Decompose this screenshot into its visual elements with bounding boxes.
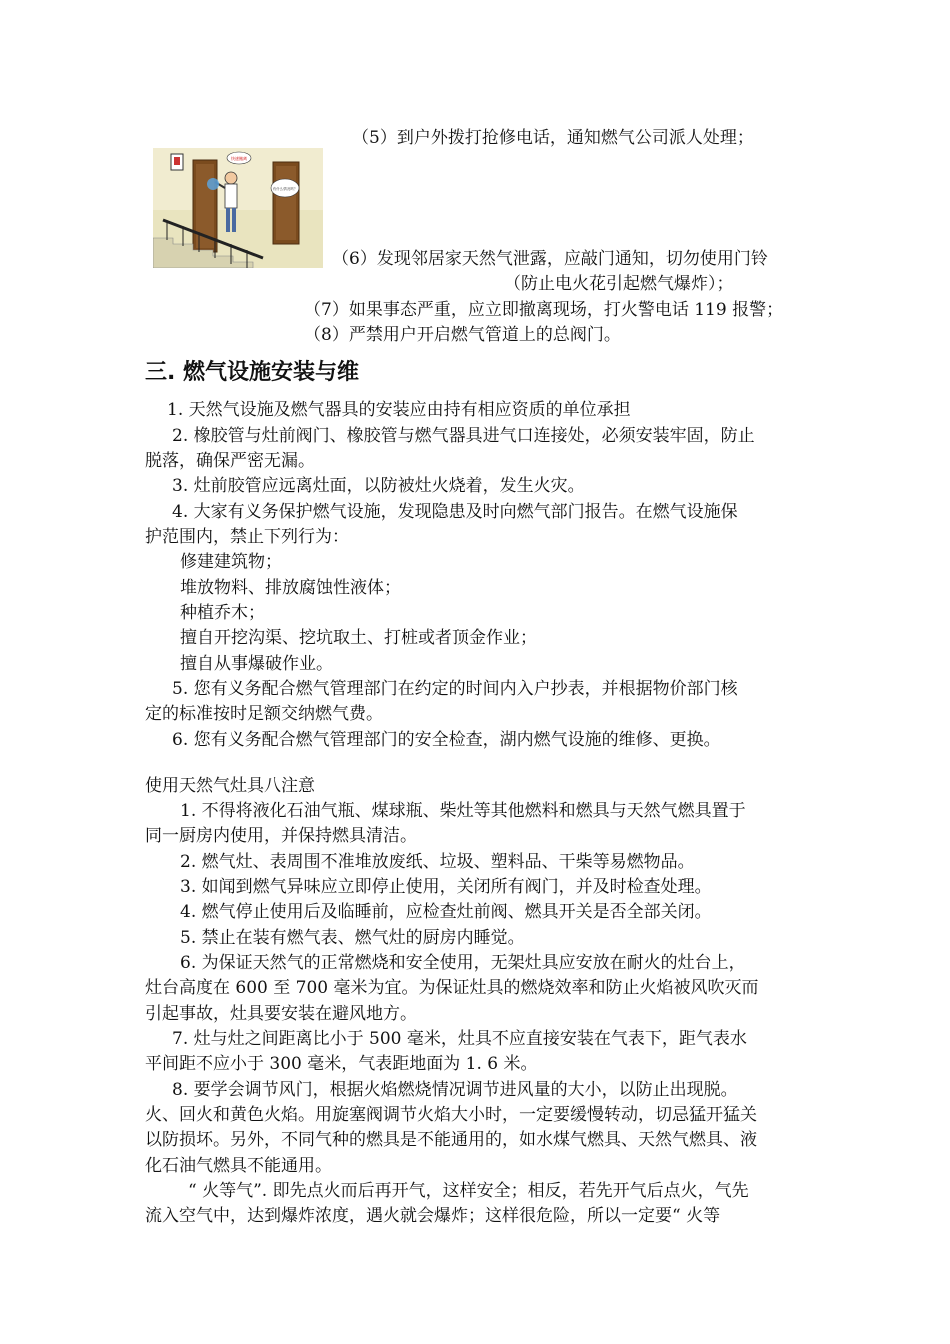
gas-leak-neighbor-illustration [153, 148, 323, 268]
step-8: （8）严禁用户开启燃气管道上的总阀门。 [304, 325, 621, 345]
note-7-line-1: 7. 灶与灶之间距离比小于 500 毫米，灶具不应直接安装在气表下，距气表水 [172, 1029, 747, 1049]
note-6-line-2: 灶台高度在 600 至 700 毫米为宜。为保证灶具的燃烧效率和防止火焰被风吹灭而 [145, 978, 759, 998]
note-8-line-3: 以防损坏。另外，不同气种的燃具是不能通用的，如水煤气燃具、天然气燃具、液 [145, 1130, 757, 1150]
illustration [153, 148, 323, 268]
step-6-line-1: （6）发现邻居家天然气泄露，应敲门通知，切勿使用门铃 [332, 249, 768, 269]
paragraph-2-line-2: 脱落，确保严密无漏。 [145, 451, 315, 471]
paragraph-5-line-2: 定的标准按时足额交纳燃气费。 [145, 704, 383, 724]
note-2: 2. 燃气灶、表周围不准堆放废纸、垃圾、塑料品、干柴等易燃物品。 [180, 852, 695, 872]
prohibited-item-2: 堆放物料、排放腐蚀性液体； [180, 578, 401, 598]
paragraph-6: 6. 您有义务配合燃气管理部门的安全检查，湖内燃气设施的维修、更换。 [172, 730, 721, 750]
bubble1-text: 快速撤离 [231, 156, 247, 161]
fire-first-line-1: “ 火等气”. 即先点火而后再开气，这样安全；相反，若先开气后点火，气先 [188, 1181, 749, 1201]
note-1-line-2: 同一厨房内使用，并保持燃具清洁。 [145, 826, 417, 846]
paragraph-2-line-1: 2. 橡胶管与灶前阀门、橡胶管与燃气器具进气口连接处，必须安装牢固，防止 [172, 426, 755, 446]
prohibited-item-4: 擅自开挖沟渠、挖坑取土、打桩或者顶金作业； [180, 628, 537, 648]
note-5: 5. 禁止在装有燃气表、燃气灶的厨房内睡觉。 [180, 928, 525, 948]
step-7: （7）如果事态严重，应立即撤离现场，打火警电话 119 报警； [304, 300, 784, 320]
paragraph-4-line-2: 护范围内，禁止下列行为： [145, 527, 349, 547]
notes-title: 使用天然气灶具八注意 [145, 776, 315, 796]
note-4: 4. 燃气停止使用后及临睡前，应检查灶前阀、燃具开关是否全部关闭。 [180, 902, 712, 922]
note-7-line-2: 平间距不应小于 300 毫米，气表距地面为 1. 6 米。 [145, 1054, 538, 1074]
note-3: 3. 如闻到燃气异味应立即停止使用，关闭所有阀门，并及时检查处理。 [180, 877, 712, 897]
bubble2-text: 有什么情况吗？ [272, 187, 298, 191]
step-5: （5）到户外拨打抢修电话，通知燃气公司派人处理； [352, 128, 754, 148]
prohibited-item-5: 擅自从事爆破作业。 [180, 654, 333, 674]
note-8-line-4: 化石油气燃具不能通用。 [145, 1156, 332, 1176]
prohibited-item-3: 种植乔木； [180, 603, 265, 623]
fire-first-line-2: 流入空气中，达到爆炸浓度，遇火就会爆炸；这样很危险，所以一定要“ 火等 [145, 1206, 721, 1226]
note-8-line-2: 火、回火和黄色火焰。用旋塞阀调节火焰大小时，一定要缓慢转动，切忌猛开猛关 [145, 1105, 757, 1125]
paragraph-5-line-1: 5. 您有义务配合燃气管理部门在约定的时间内入户抄表，并根据物价部门核 [172, 679, 738, 699]
note-8-line-1: 8. 要学会调节风门，根据火焰燃烧情况调节进风量的大小，以防止出现脱。 [172, 1080, 738, 1100]
paragraph-1: 1. 天然气设施及燃气器具的安装应由持有相应资质的单位承担 [167, 400, 631, 420]
note-1-line-1: 1. 不得将液化石油气瓶、煤球瓶、柴灶等其他燃料和燃具与天然气燃具置于 [180, 801, 746, 821]
step-6-line-2: （防止电火花引起燃气爆炸）； [504, 274, 734, 294]
note-6-line-3: 引起事故，灶具要安装在避风地方。 [145, 1004, 417, 1024]
paragraph-4-line-1: 4. 大家有义务保护燃气设施，发现隐患及时向燃气部门报告。在燃气设施保 [172, 502, 738, 522]
note-6-line-1: 6. 为保证天然气的正常燃烧和安全使用，无架灶具应安放在耐火的灶台上， [180, 953, 746, 973]
paragraph-3: 3. 灶前胶管应远离灶面，以防被灶火烧着，发生火灾。 [172, 476, 585, 496]
prohibited-item-1: 修建建筑物； [180, 552, 282, 572]
section-heading: 三. 燃气设施安装与维 [145, 360, 360, 385]
